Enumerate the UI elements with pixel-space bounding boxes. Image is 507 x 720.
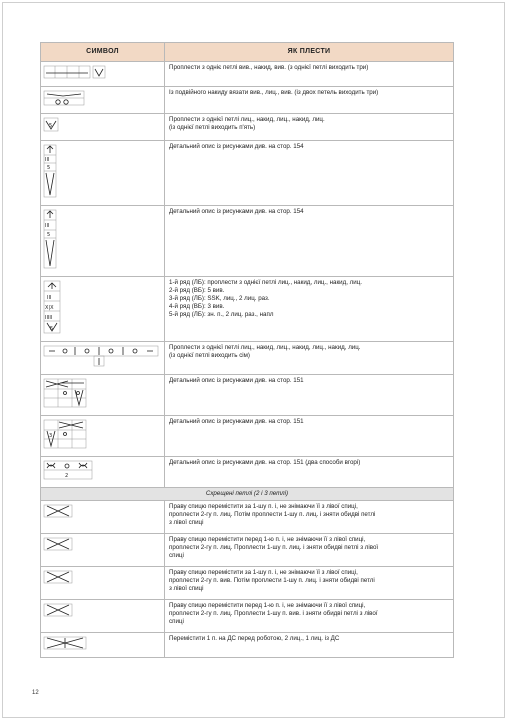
- svg-text:5: 5: [47, 165, 51, 171]
- svg-text:X|X: X|X: [45, 305, 54, 311]
- symbol-cell: [41, 141, 165, 206]
- description-cell: [165, 277, 454, 342]
- cluster-chart-3-icon: [43, 459, 121, 481]
- section-header-row: [41, 488, 454, 501]
- symbol-cell: [41, 567, 165, 600]
- symbol-cell: [41, 534, 165, 567]
- description-line: (із однієї петлі виходить сім): [169, 352, 250, 359]
- symbol-cell: [41, 114, 165, 141]
- table-row: [41, 114, 454, 141]
- description-cell: [165, 342, 454, 375]
- description-line: 1-й ряд (ЛБ): проплести з однієї петлі лиц., накид, лиц., накид, лиц.: [169, 279, 362, 286]
- symbol-cell: [41, 87, 165, 114]
- cluster-chart-2-icon: [43, 418, 121, 450]
- description-line: Праву спицю перемістити за 1-шу п. і, не знімаючи її з лівої спиці,: [169, 503, 358, 510]
- description-line: спиці: [169, 552, 184, 559]
- description-line: проплести 2-гу п. лиц. Потім проплести 1-шу п. лиц. і зняти обидві петлі: [169, 511, 376, 518]
- description-cell: [165, 375, 454, 416]
- svg-text:IIIII: IIIII: [45, 315, 53, 321]
- knit-3-from-1-purl-icon: [43, 64, 121, 80]
- svg-text:3: 3: [49, 433, 53, 439]
- description-line: спиці: [169, 618, 184, 625]
- symbol-cell: [41, 633, 165, 658]
- table-row: [41, 375, 454, 416]
- bobble-chart-3-icon: [43, 279, 121, 335]
- svg-text:2: 2: [65, 473, 69, 479]
- symbol-cell: [41, 600, 165, 633]
- double-yarnover-3-icon: [43, 89, 121, 107]
- symbol-cell: [41, 62, 165, 87]
- description-line: Детальний опис із рисунками див. на стор. 151: [169, 418, 304, 425]
- table-row: [41, 206, 454, 277]
- description-cell: [165, 416, 454, 457]
- bobble-chart-1-icon: [43, 143, 121, 199]
- description-line: Проплести з одніє петлі вив., накид, вив. (з однієї петлі виходить три): [169, 64, 369, 71]
- svg-text:III: III: [45, 157, 50, 163]
- cross-2-left-icon: [43, 569, 121, 585]
- header-symbol: СИМВОЛ: [41, 43, 165, 62]
- description-cell: [165, 206, 454, 277]
- cross-3-icon: [43, 635, 121, 651]
- table-row: [41, 342, 454, 375]
- cross-2-left-purl-icon: [43, 503, 121, 519]
- table-row: [41, 416, 454, 457]
- section-title: Схрещені петлі (2 і 3 петлі): [41, 488, 454, 501]
- description-line: Праву спицю перемістити перед 1-ю п. і, не знімаючи її з лівої спиці,: [169, 602, 366, 609]
- description-line: проплести 2-гу п. вив. Потім проплести 1-шу п. лиц. і зняти обидві петлі: [169, 577, 375, 584]
- symbol-cell: [41, 206, 165, 277]
- table-row: [41, 87, 454, 114]
- page-number: 12: [32, 690, 39, 696]
- knit-5-from-1-icon: [43, 116, 121, 134]
- description-line: Проплести з однієї петлі лиц., накид, лиц., накид, лиц., накид, лиц.: [169, 344, 361, 351]
- table-row: [41, 567, 454, 600]
- description-line: Детальний опис із рисунками див. на стор. 154: [169, 143, 304, 150]
- table-row: [41, 501, 454, 534]
- svg-text:5: 5: [47, 232, 51, 238]
- symbol-cell: [41, 457, 165, 488]
- description-cell: [165, 600, 454, 633]
- description-line: Детальний опис із рисунками див. на стор. 154: [169, 208, 304, 215]
- description-line: проплести 2-гу п. лиц. Проплести 1-шу п. вив. і зняти обидві петлі з лівої: [169, 610, 378, 617]
- description-cell: [165, 534, 454, 567]
- description-line: 5-й ряд (ЛБ): зн. п., 2 лиц. раз., напл: [169, 311, 274, 318]
- description-line: 4-й ряд (ВБ): 3 вив.: [169, 303, 225, 310]
- symbol-cell: [41, 277, 165, 342]
- symbol-cell: [41, 416, 165, 457]
- table-header-row: [41, 43, 454, 62]
- cross-2-right-icon: [43, 536, 121, 552]
- description-line: проплести 2-гу п. лиц. Проплести 1-шу п. лиц. і зняти обидві петлі з лівої: [169, 544, 379, 551]
- description-cell: [165, 62, 454, 87]
- description-line: Проплести з однієї петлі лиц., накид, лиц., накид, лиц.: [169, 116, 325, 123]
- description-cell: [165, 87, 454, 114]
- description-line: Праву спицю перемістити за 1-шу п. і, не знімаючи її з лівої спиці,: [169, 569, 358, 576]
- description-line: з лівої спиці: [169, 585, 204, 592]
- description-line: Із подвійного накиду вязати вив., лиц., вив. (із двох петель виходить три): [169, 89, 379, 96]
- table-row: [41, 141, 454, 206]
- description-cell: [165, 501, 454, 534]
- description-cell: [165, 457, 454, 488]
- svg-text:5: 5: [49, 123, 53, 129]
- symbol-cell: [41, 375, 165, 416]
- knit-7-from-1-icon: [43, 344, 161, 368]
- stitch-key-table: [40, 42, 454, 658]
- description-cell: [165, 141, 454, 206]
- cross-2-right-purl-icon: [43, 602, 121, 618]
- description-line: 2-й ряд (ВБ): 5 вив.: [169, 287, 225, 294]
- table-row: [41, 277, 454, 342]
- table-row: [41, 600, 454, 633]
- table-row: [41, 457, 454, 488]
- description-cell: [165, 567, 454, 600]
- description-line: Детальний опис із рисунками див. на стор. 151: [169, 377, 304, 384]
- description-line: Перемістити 1 п. на ДС перед роботою, 2 лиц., 1 лиц. із ДС: [169, 635, 340, 642]
- table-row: [41, 633, 454, 658]
- table-row: [41, 62, 454, 87]
- description-cell: [165, 633, 454, 658]
- header-how-to-knit: ЯК ПЛЕСТИ: [165, 43, 454, 62]
- bobble-chart-2-icon: [43, 208, 121, 270]
- description-line: (із однієї петлі виходить п'ять): [169, 124, 256, 131]
- description-line: Праву спицю перемістити перед 1-ю п. і, не знімаючи її з лівої спиці,: [169, 536, 366, 543]
- description-cell: [165, 114, 454, 141]
- description-line: з лівої спиці: [169, 519, 204, 526]
- svg-text:III: III: [45, 223, 50, 229]
- svg-text:5: 5: [50, 326, 54, 332]
- cluster-chart-1-icon: [43, 377, 121, 409]
- symbol-cell: [41, 501, 165, 534]
- description-line: 3-й ряд (ЛБ): SSK, лиц., 2 лиц. раз.: [169, 295, 270, 302]
- svg-text:III: III: [47, 295, 52, 301]
- description-line: Детальний опис із рисунками див. на стор. 151 (два способи вгорі): [169, 459, 361, 466]
- symbol-cell: [41, 342, 165, 375]
- table-row: [41, 534, 454, 567]
